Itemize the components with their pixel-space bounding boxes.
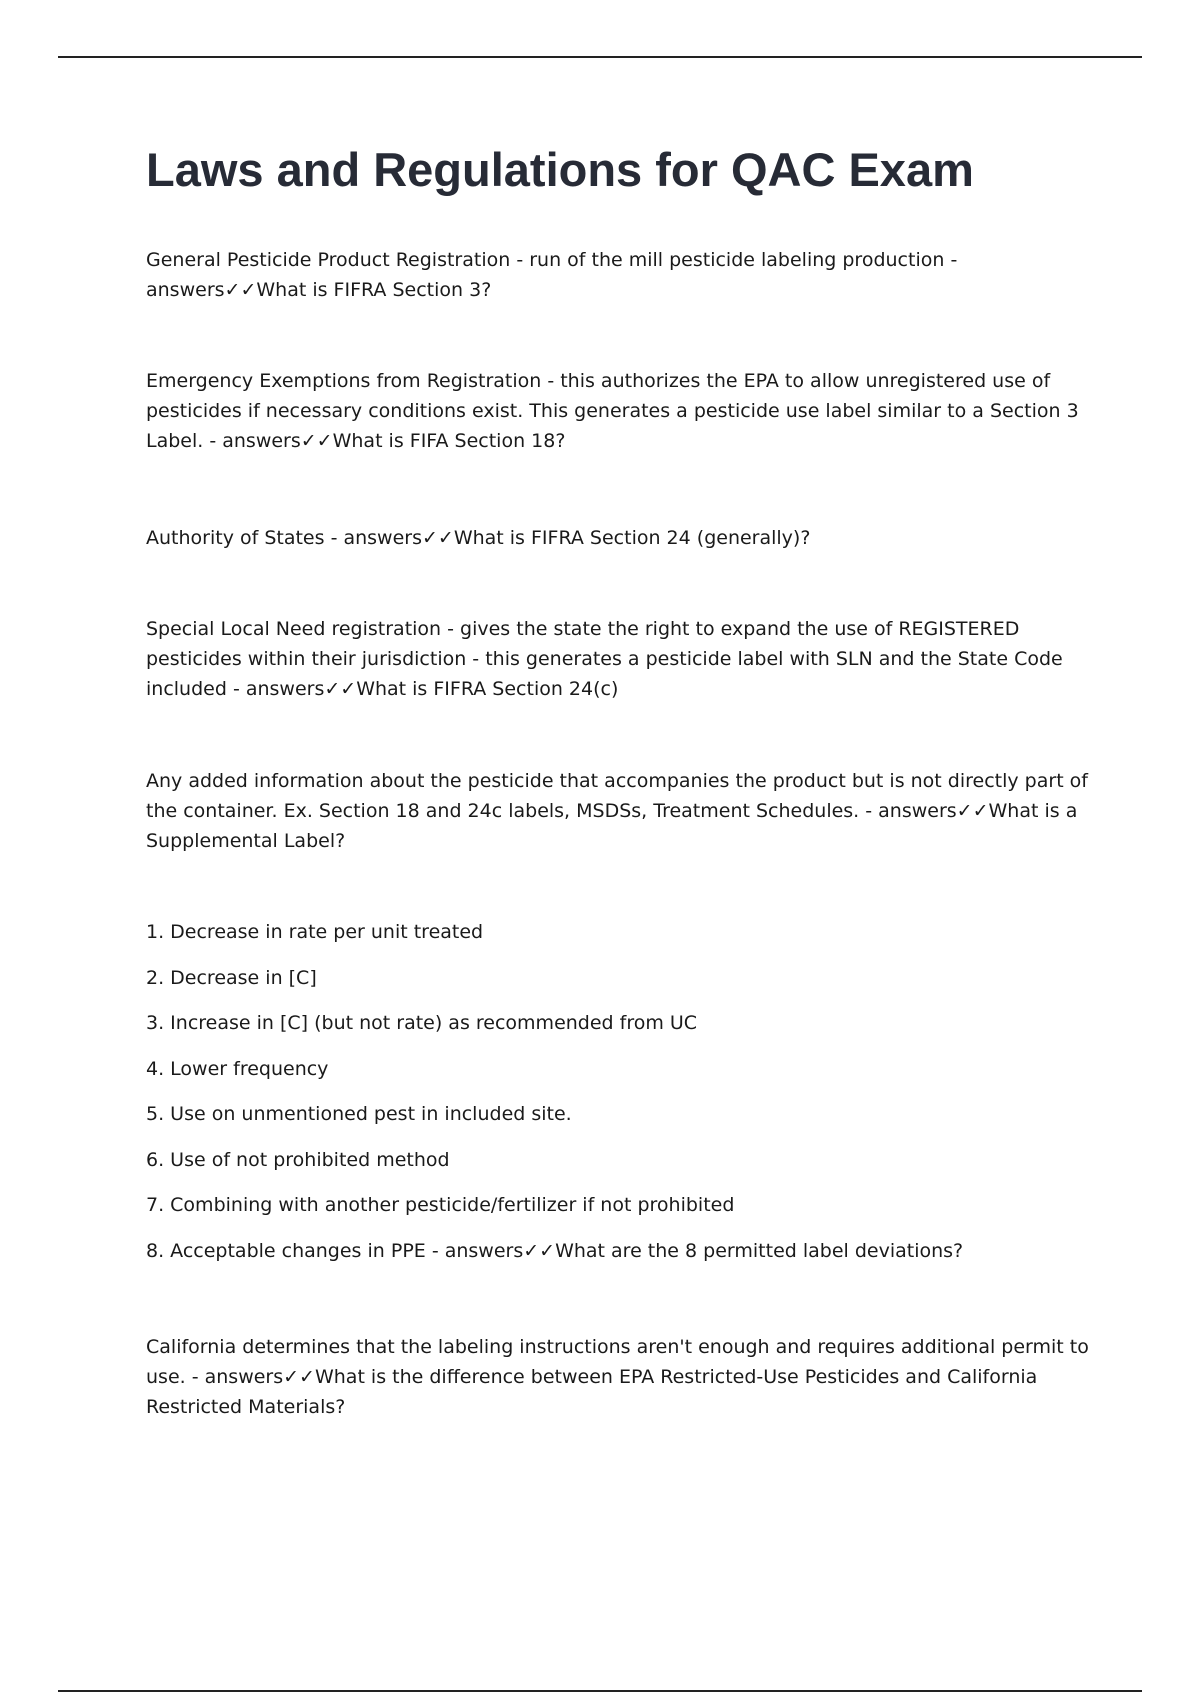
list-item: 2. Decrease in [C] <box>146 966 317 989</box>
list-item: 3. Increase in [C] (but not rate) as recommended from UC <box>146 1012 698 1034</box>
list-item: 1. Decrease in rate per unit treated <box>146 921 484 943</box>
qa-entry-fifra-section-3: General Pesticide Product Registration - run of the mill pesticide labeling production - answers✓✓What is FIFRA Section 3? <box>146 249 958 301</box>
qa-entry-fifra-section-24: Authority of States - answers✓✓What is FIFRA Section 24 (generally)? <box>146 527 811 549</box>
list-item: 7. Combining with another pesticide/fertilizer if not prohibited <box>146 1194 735 1216</box>
permitted-deviations-list <box>146 917 1090 1281</box>
list-item: 5. Use on unmentioned pest in included site. <box>146 1103 572 1125</box>
qa-entry-restricted-materials: California determines that the labeling instructions aren't enough and requires additional permit to use. - answers✓✓What is the difference between EPA Restricted-Use Pesticides and California Restricted Materials? <box>146 1336 1089 1418</box>
list-item: 6. Use of not prohibited method <box>146 1148 450 1171</box>
page-title: Laws and Regulations for QAC Exam <box>146 143 974 196</box>
top-rule <box>58 56 1142 58</box>
qa-entry-fifra-section-24c: Special Local Need registration - gives the state the right to expand the use of REGISTERED pesticides within their jurisdiction - this generates a pesticide label with SLN and the State Code included - answers✓✓What is FIFRA Section 24(c) <box>146 618 1063 700</box>
qa-entry-supplemental-label: Any added information about the pesticide that accompanies the product but is not directly part of the container. Ex. Section 18 and 24c labels, MSDSs, Treatment Schedules. - answers✓✓What is a Supplemental Label? <box>146 770 1088 852</box>
list-item: 8. Acceptable changes in PPE - answers✓✓What are the 8 permitted label deviations? <box>146 1239 964 1262</box>
list-item: 4. Lower frequency <box>146 1057 329 1080</box>
qa-entry-fifra-section-18: Emergency Exemptions from Registration - this authorizes the EPA to allow unregistered use of pesticides if necessary conditions exist. This generates a pesticide use label similar to a Section 3 Label. - answers✓✓What is FIFA Section 18? <box>146 370 1079 452</box>
bottom-rule <box>58 1690 1142 1692</box>
